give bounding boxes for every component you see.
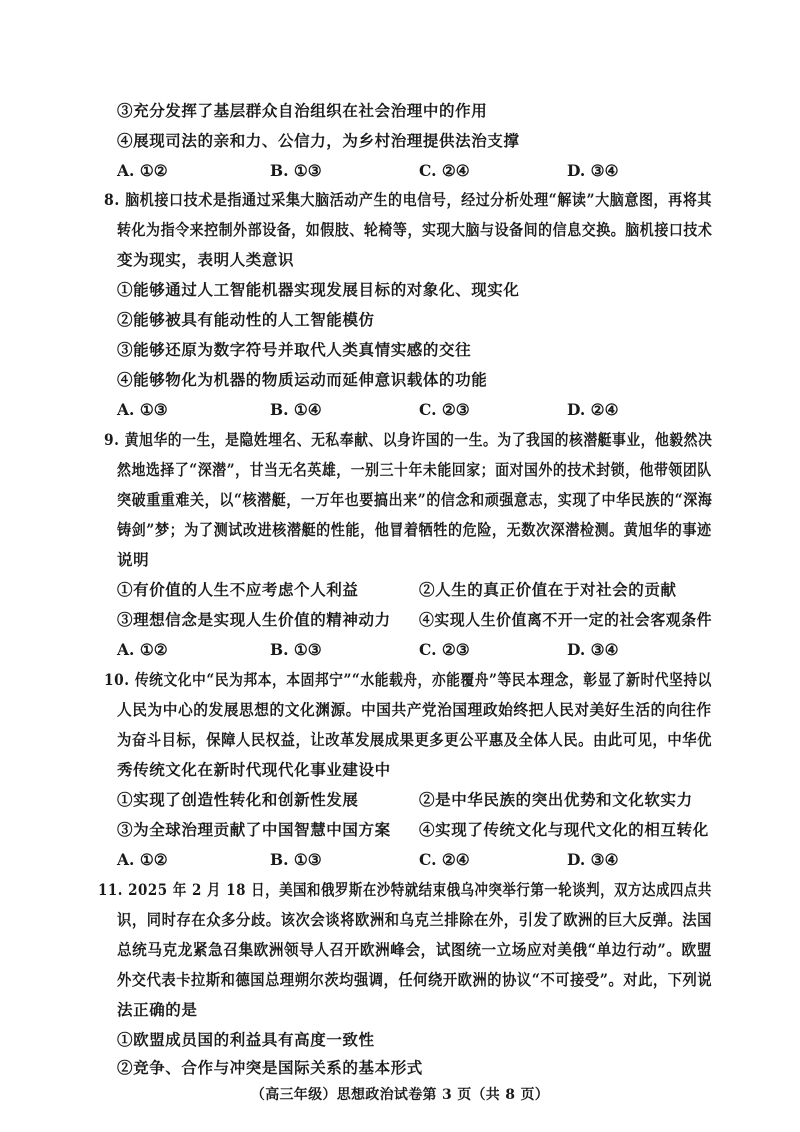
q8-item-1: ①能够通过人工智能机器实现发展目标的对象化、现实化 bbox=[117, 280, 520, 299]
q10-item-1: ①实现了创造性转化和创新性发展 bbox=[117, 790, 359, 809]
q8-option-c: C. ②③ bbox=[419, 400, 470, 419]
q10-option-d: D. ③④ bbox=[567, 850, 619, 869]
q10-stem-line-2: 人民为中心的发展思想的文化渊源。中国共产党治国理政始终把人民对美好生活的向往作 bbox=[117, 700, 712, 719]
q8-option-b: B. ①④ bbox=[270, 400, 322, 419]
q9-stem-line-1: 9. 黄旭华的一生，是隐姓埋名、无私奉献、以身许国的一生。为了我国的核潜艇事业，他毅然决 bbox=[104, 430, 713, 449]
q10-option-a: A. ①② bbox=[117, 850, 168, 869]
q11-stem-line-4: 外交代表卡拉斯和德国总理朔尔茨均强调，任何绕开欧洲的协议“不可接受”。对此，下列说 bbox=[117, 970, 713, 989]
q10-stem-line-4: 秀传统文化在新时代现代化事业建设中 bbox=[117, 760, 391, 779]
q8-item-2: ②能够被具有能动性的人工智能模仿 bbox=[117, 310, 375, 329]
q9-stem-line-2: 然地选择了“深潜”，甘当无名英雄，一别三十年未能回家；面对国外的技术封锁，他带领团队 bbox=[117, 460, 712, 479]
q7-option-a: A. ①② bbox=[117, 161, 168, 180]
q9-stem-line-5: 说明 bbox=[117, 550, 150, 569]
q7-option-b: B. ①③ bbox=[270, 161, 322, 180]
q10-option-b: B. ①③ bbox=[270, 850, 322, 869]
q7-option-c: C. ②④ bbox=[419, 161, 470, 180]
q10-item-2: ②是中华民族的突出优势和文化软实力 bbox=[419, 790, 693, 809]
q9-stem-line-3: 突破重重难关，以“核潜艇，一万年也要搞出来”的信念和顽强意志，实现了中华民族的“深海 bbox=[117, 490, 713, 509]
q8-item-3: ③能够还原为数字符号并取代人类真情实感的交往 bbox=[117, 340, 472, 359]
page-footer: （高三年级）思想政治试卷第 3 页（共 8 页） bbox=[250, 1087, 550, 1103]
q11-stem-line-3: 总统马克龙紧急召集欧洲领导人召开欧洲峰会，试图统一立场应对美俄“单边行动”。欧盟 bbox=[117, 940, 712, 959]
q9-item-4: ④实现人生价值离不开一定的社会客观条件 bbox=[419, 610, 713, 629]
q9-option-a: A. ①② bbox=[117, 640, 168, 659]
q7-item-4: ④展现司法的亲和力、公信力，为乡村治理提供法治支撑 bbox=[117, 131, 520, 150]
q11-item-2: ②竞争、合作与冲突是国际关系的基本形式 bbox=[117, 1058, 423, 1077]
q10-item-4: ④实现了传统文化与现代文化的相互转化 bbox=[419, 820, 709, 839]
q7-option-d: D. ③④ bbox=[567, 161, 619, 180]
q8-stem-line-3: 变为现实，表明人类意识 bbox=[117, 250, 295, 269]
q9-stem-line-4: 铸剑”梦；为了测试改进核潜艇的性能，他冒着牺牲的危险，无数次深潜检测。黄旭华的事迹 bbox=[117, 520, 712, 539]
q8-stem-line-1: 8. 脑机接口技术是指通过采集大脑活动产生的电信号，经过分析处理“解读”大脑意图，再将其 bbox=[104, 190, 712, 209]
q9-item-1: ①有价值的人生不应考虑个人利益 bbox=[117, 580, 359, 599]
q8-stem-line-2: 转化为指令来控制外部设备，如假肢、轮椅等，实现大脑与设备间的信息交换。脑机接口技术 bbox=[117, 220, 713, 239]
q11-stem-line-2: 识，同时存在众多分歧。该次会谈将欧洲和乌克兰排除在外，引发了欧洲的巨大反弹。法国 bbox=[117, 910, 713, 929]
q10-stem-line-1: 10. 传统文化中“民为邦本，本固邦宁”“水能载舟，亦能覆舟”等民本理念，彰显了新时代坚持以 bbox=[104, 670, 712, 689]
q10-stem-line-3: 为奋斗目标，保障人民权益，让改革发展成果更多更公平惠及全体人民。由此可见，中华优 bbox=[117, 730, 713, 749]
q8-item-4: ④能够物化为机器的物质运动而延伸意识载体的功能 bbox=[117, 370, 488, 389]
q9-option-b: B. ①③ bbox=[270, 640, 322, 659]
q8-option-a: A. ①③ bbox=[117, 400, 168, 419]
q11-item-1: ①欧盟成员国的利益具有高度一致性 bbox=[117, 1030, 375, 1049]
q9-item-3: ③理想信念是实现人生价值的精神动力 bbox=[117, 610, 391, 629]
q11-stem-line-5: 法正确的是 bbox=[117, 1000, 198, 1019]
q8-option-d: D. ②④ bbox=[567, 400, 619, 419]
q9-option-c: C. ②③ bbox=[419, 640, 470, 659]
q10-option-c: C. ②④ bbox=[419, 850, 470, 869]
q10-item-3: ③为全球治理贡献了中国智慧中国方案 bbox=[117, 820, 391, 839]
q9-option-d: D. ③④ bbox=[567, 640, 619, 659]
q7-item-3: ③充分发挥了基层群众自治组织在社会治理中的作用 bbox=[117, 101, 488, 120]
q9-item-2: ②人生的真正价值在于对社会的贡献 bbox=[419, 580, 677, 599]
q11-stem-line-1: 11. 2025 年 2 月 18 日，美国和俄罗斯在沙特就结束俄乌冲突举行第一轮谈判，双方达成四点共 bbox=[98, 880, 712, 899]
